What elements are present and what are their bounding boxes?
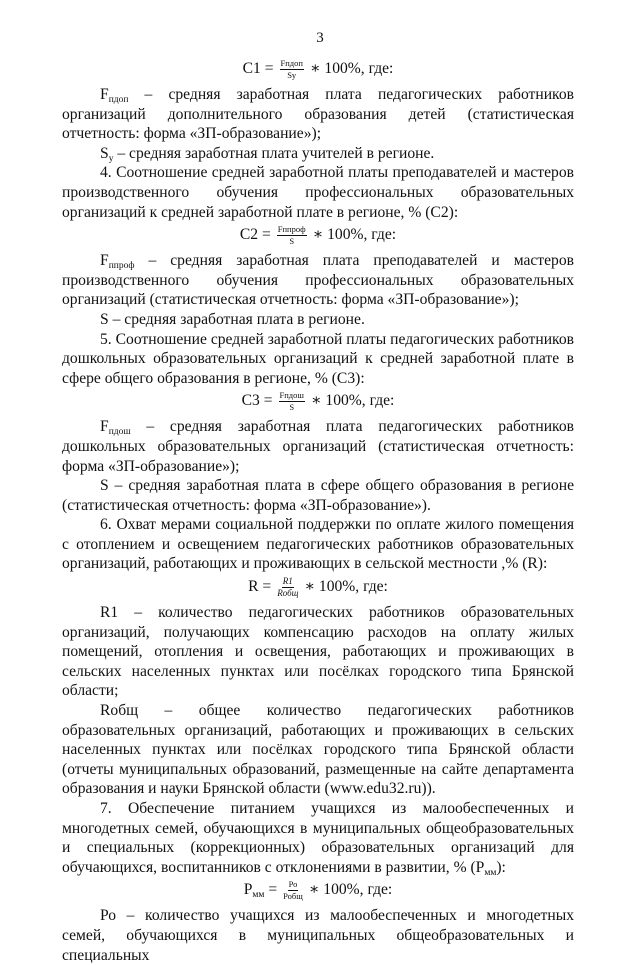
- definition-sy: $S_у$ – средняя заработная плата учителей в регионе.: [100, 144, 435, 164]
- formula-rhs: ∗ 100%, где:: [308, 881, 393, 899]
- fraction: [277, 225, 307, 245]
- definition-fpdop: $F_{пдоп}$ – средняя заработная плата педагогических работников организаций дополнительного образования детей (статистическая отчетность: форма «ЗП-образование»);: [62, 86, 574, 143]
- fraction-numerator: R1: [282, 575, 293, 586]
- formula-pmm: [62, 877, 574, 903]
- definition-s-region: S – средняя заработная плата в регионе.: [100, 310, 365, 328]
- formula-c3: [62, 388, 574, 414]
- fraction-numerator: Ро: [288, 879, 298, 890]
- fraction-denominator: Rобщ: [277, 587, 299, 598]
- formula-lhs: R =: [248, 578, 272, 596]
- fraction: [283, 880, 303, 900]
- fraction-denominator: Робщ: [283, 890, 303, 901]
- formula-c2: [62, 222, 574, 248]
- definition-fpdosh: $F_{пдош}$ – средняя заработная плата педагогических работников дошкольных образовательных организаций (статистическая отчетность: форма «ЗП-образование»);: [62, 418, 574, 475]
- formula-lhs: С2 =: [239, 226, 271, 244]
- fraction-numerator: Fппроф: [277, 224, 306, 235]
- fraction-denominator: S: [289, 401, 295, 412]
- fraction-denominator: S: [289, 235, 295, 246]
- fraction: [279, 391, 305, 411]
- item-4-paragraph: 4. Соотношение средней заработной платы преподавателей и мастеров производственного обучения профессиональных образовательных организаций к средней заработной плате в регионе, % (С2):: [62, 164, 574, 221]
- fraction-numerator: Fпдоп: [280, 58, 303, 68]
- document-body: [62, 56, 574, 965]
- item-6-paragraph: 6. Охват мерами социальной поддержки по оплате жилого помещения с отоплением и освещением педагогических работников образовательных организаций, работающих и проживающих в сельской местности ,% (R):: [62, 516, 574, 573]
- formula-c1: [62, 56, 574, 82]
- formula-lhs: С3 =: [241, 392, 273, 410]
- formula-lhs: $Р_{мм}$ =: [243, 881, 278, 901]
- fraction-denominator: Sу: [287, 69, 297, 80]
- fraction: [280, 59, 304, 79]
- formula-rhs: ∗ 100%, где:: [304, 578, 388, 596]
- item-5-paragraph: 5. Соотношение средней заработной платы педагогических работников дошкольных образовательных организаций к средней заработной плате в сфере общего образования в регионе, % (С3):: [62, 330, 574, 387]
- formula-lhs: С1 =: [242, 60, 274, 77]
- formula-r: [62, 574, 574, 600]
- fraction: [277, 577, 298, 598]
- definition-fpprof: $F_{ппроф}$ – средняя заработная плата преподавателей и мастеров производственного обучения профессиональных образовательных организаций (статистическая отчетность: форма «ЗП-образование»);: [62, 252, 574, 309]
- page-number: 3: [316, 30, 324, 46]
- formula-rhs: ∗ 100%, где:: [312, 226, 397, 244]
- fraction-numerator: Fпдош: [279, 390, 304, 401]
- definition-s-general-education: S – средняя заработная плата в сфере общего образования в регионе (статистическая отчетность: форма «ЗП-образование»).: [62, 477, 574, 514]
- formula-rhs: ∗ 100%, где:: [310, 392, 395, 410]
- definition-ro: Ро – количество учащихся из малообеспеченных и многодетных семей, обучающихся в муниципальных общеобразовательных и специальных: [62, 907, 574, 964]
- formula-rhs: ∗ 100%, где:: [309, 60, 394, 77]
- item-7-paragraph: 7. Обеспечение питанием учащихся из малообеспеченных и многодетных семей, обучающихся в муниципальных общеобразовательных и специальных (коррекционных) образовательных организаций для обучающихся, воспитанников с отклонениями в развитии, % $(Р_{мм})$:: [62, 800, 574, 878]
- definition-robsch: Rобщ – общее количество педагогических работников образовательных организаций, работающих и проживающих в сельских населенных пунктах или посёлках городского типа Брянской области (отчеты муниципальных образований, размещенные на сайте департамента образования и науки Брянской области (www.edu32.ru)).: [62, 702, 574, 798]
- definition-r1: R1 – количество педагогических работников образовательных организаций, получающих компенсацию расходов на оплату жилых помещений, отопления и освещения, работающих и проживающих в сельских населенных пунктах или посёлках городского типа Брянской области;: [62, 604, 574, 700]
